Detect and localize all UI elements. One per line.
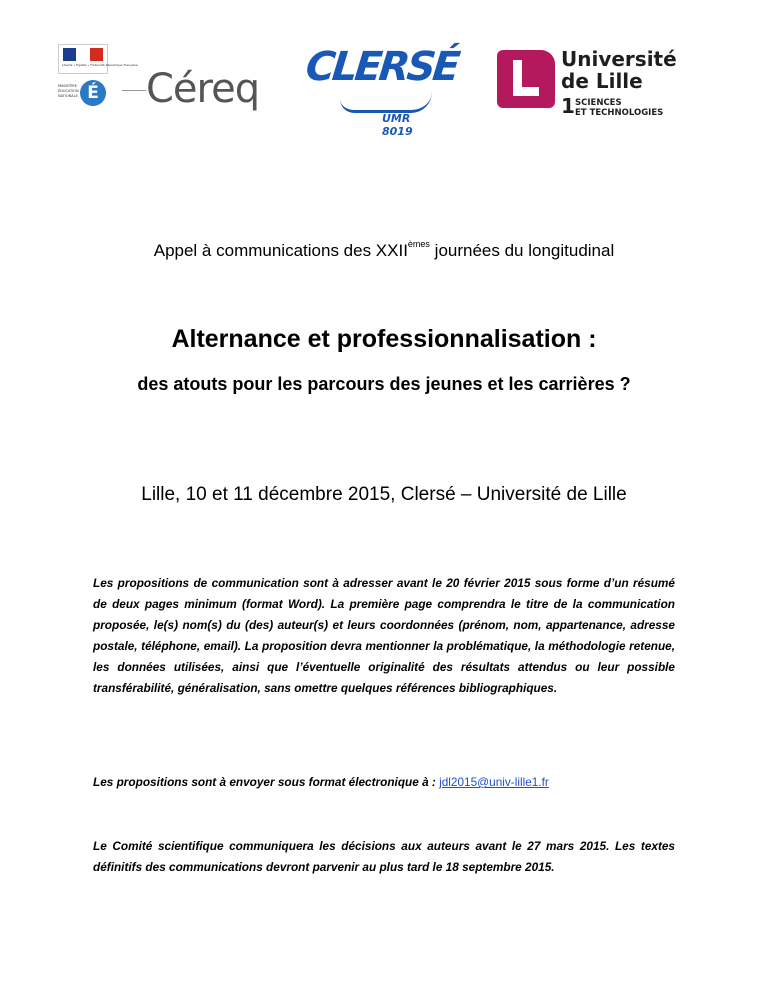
marianne-logo: [58, 44, 138, 74]
ministry-emblem-icon: É: [80, 80, 106, 106]
submission-instructions: Les propositions de communication sont à adresser avant le 20 février 2015 sous forme d’un résumé de deux pages minimum (format Word). La première page comprendra le titre de la communication proposée, le(s) nom(s) du (des) auteur(s) et leurs coordonnées (prénom, nom, appartenance, adresse postale, téléphone, email). La proposition devra mentionner la problématique, la méthodologie retenue, les données utilisées, ainsi que l’éventuelle originalité des résultats attendus ou leur possible transférabilité, généralisation, sans omettre quelques références bibliographiques.: [93, 576, 675, 696]
french-flag-icon: [63, 48, 103, 61]
email-link[interactable]: jdl2015@univ-lille1.fr: [439, 775, 549, 789]
call-heading: [0, 241, 768, 261]
lille-subtitle: SCIENCES ET TECHNOLOGIES: [575, 98, 664, 118]
page-title: Alternance et professionnalisation :: [171, 325, 597, 353]
page-subtitle: des atouts pour les parcours des jeunes et les carrières ?: [137, 374, 631, 394]
clerse-swoosh: [340, 92, 432, 113]
lille-number: 1: [561, 94, 575, 118]
cereq-wordmark: Céreq: [146, 66, 260, 112]
marianne-motto: Liberté • Égalité • Fraternité République Française: [62, 63, 138, 67]
ministry-text: MINISTÈRE ÉDUCATION NATIONALE: [58, 84, 79, 98]
lille-name: Université de Lille: [561, 47, 677, 93]
cereq-logo: [120, 64, 260, 120]
universite-lille-logo: [497, 44, 707, 124]
submission-email-line: [93, 772, 675, 793]
call-prefix: Appel à communications des XXII: [153, 241, 408, 260]
call-suffix: journées du longitudinal: [429, 241, 615, 260]
event-place-date: Lille, 10 et 11 décembre 2015, Clersé – Université de Lille: [141, 484, 627, 505]
clerse-wordmark: CLERSÉ: [303, 44, 460, 90]
clerse-logo: [302, 44, 460, 138]
cereq-line: [122, 90, 146, 91]
ministry-logo: [58, 76, 108, 122]
lille-mark-icon: [497, 50, 555, 108]
call-superscript: èmes: [407, 239, 430, 249]
committee-notice: Le Comité scientifique communiquera les décisions aux auteurs avant le 27 mars 2015. Les textes définitifs des communications devront parvenir au plus tard le 18 septembre 2015.: [93, 839, 675, 875]
logo-bar: [0, 40, 768, 138]
submission-email-label: Les propositions sont à envoyer sous format électronique à :: [93, 775, 440, 789]
clerse-umr: UMR 8019: [382, 112, 413, 138]
